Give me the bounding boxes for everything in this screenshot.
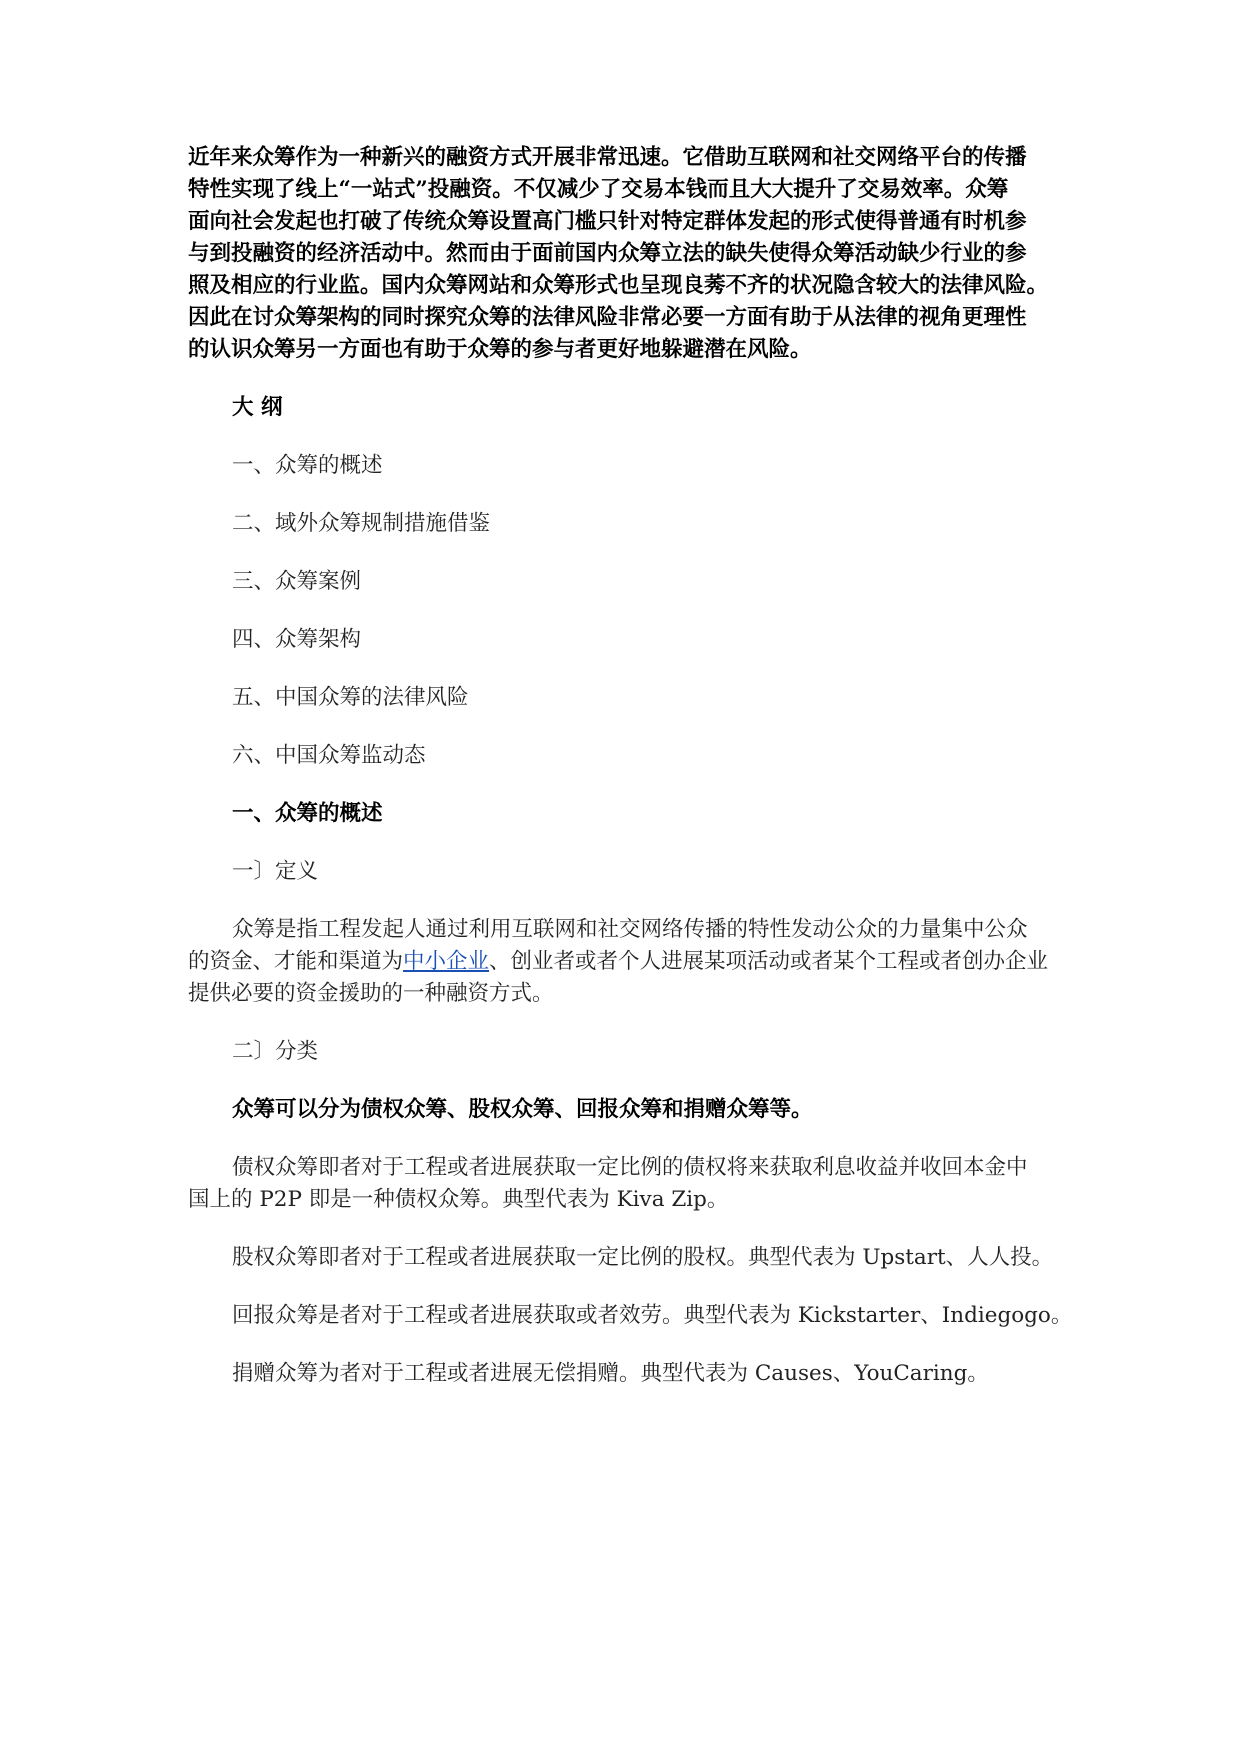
intro-line: 与到投融资的经济活动中。然而由于面前国内众筹立法的缺失使得众筹活动缺少行业的参: [188, 241, 1027, 266]
subsection-heading-definition: 一〕定义: [232, 859, 319, 884]
intro-line: 近年来众筹作为一种新兴的融资方式开展非常迅速。它借助互联网和社交网络平台的传播: [188, 145, 1027, 170]
subsection-heading-classification: 二〕分类: [232, 1039, 319, 1064]
debt-line: 国上的 P2P 即是一种债权众筹。典型代表为 Kiva Zip。: [188, 1187, 729, 1212]
outline-item: 四、众筹架构: [232, 627, 362, 652]
definition-line: 众筹是指工程发起人通过利用互联网和社交网络传播的特性发动公众的力量集中公众: [232, 917, 1028, 942]
sme-link[interactable]: 中小企业: [403, 949, 490, 974]
classification-summary: 众筹可以分为债权众筹、股权众筹、回报众筹和捐赠众筹等。: [232, 1097, 813, 1122]
outline-item: 三、众筹案例: [232, 569, 362, 594]
reward-crowdfunding-paragraph: 回报众筹是者对于工程或者进展获取或者效劳。典型代表为 Kickstarter、Indiegogo。: [232, 1303, 1073, 1328]
intro-line: 因此在讨众筹架构的同时探究众筹的法律风险非常必要一方面有助于从法律的视角更理性: [188, 305, 1027, 330]
outline-item: 一、众筹的概述: [232, 453, 383, 478]
outline-item: 二、域外众筹规制措施借鉴: [232, 511, 491, 536]
intro-line: 的认识众筹另一方面也有助于众筹的参与者更好地躲避潜在风险。: [188, 337, 812, 362]
intro-line: 特性实现了线上“一站式”投融资。不仅减少了交易本钱而且大大提升了交易效率。众筹: [188, 177, 1009, 202]
definition-line: 提供必要的资金援助的一种融资方式。: [188, 981, 554, 1006]
debt-line: 债权众筹即者对于工程或者进展获取一定比例的债权将来获取利息收益并收回本金中: [232, 1155, 1028, 1180]
donation-crowdfunding-paragraph: 捐赠众筹为者对于工程或者进展无偿捐赠。典型代表为 Causes、YouCaring。: [232, 1361, 989, 1386]
outline-heading: 大 纲: [232, 395, 283, 420]
definition-line: [188, 944, 1048, 980]
definition-text: 、创业者或者个人进展某项活动或者某个工程或者创办企业: [489, 949, 1049, 974]
section-heading: 一、众筹的概述: [232, 801, 383, 826]
intro-line: 照及相应的行业监。国内众筹网站和众筹形式也呈现良莠不齐的状况隐含较大的法律风险。: [188, 273, 1049, 298]
equity-crowdfunding-paragraph: 股权众筹即者对于工程或者进展获取一定比例的股权。典型代表为 Upstart、人人投。: [232, 1245, 1054, 1270]
outline-item: 六、中国众筹监动态: [232, 743, 426, 768]
outline-item: 五、中国众筹的法律风险: [232, 685, 469, 710]
definition-text: 的资金、才能和渠道为: [188, 949, 404, 974]
intro-line: 面向社会发起也打破了传统众筹设置高门槛只针对特定群体发起的形式使得普通有时机参: [188, 209, 1027, 234]
